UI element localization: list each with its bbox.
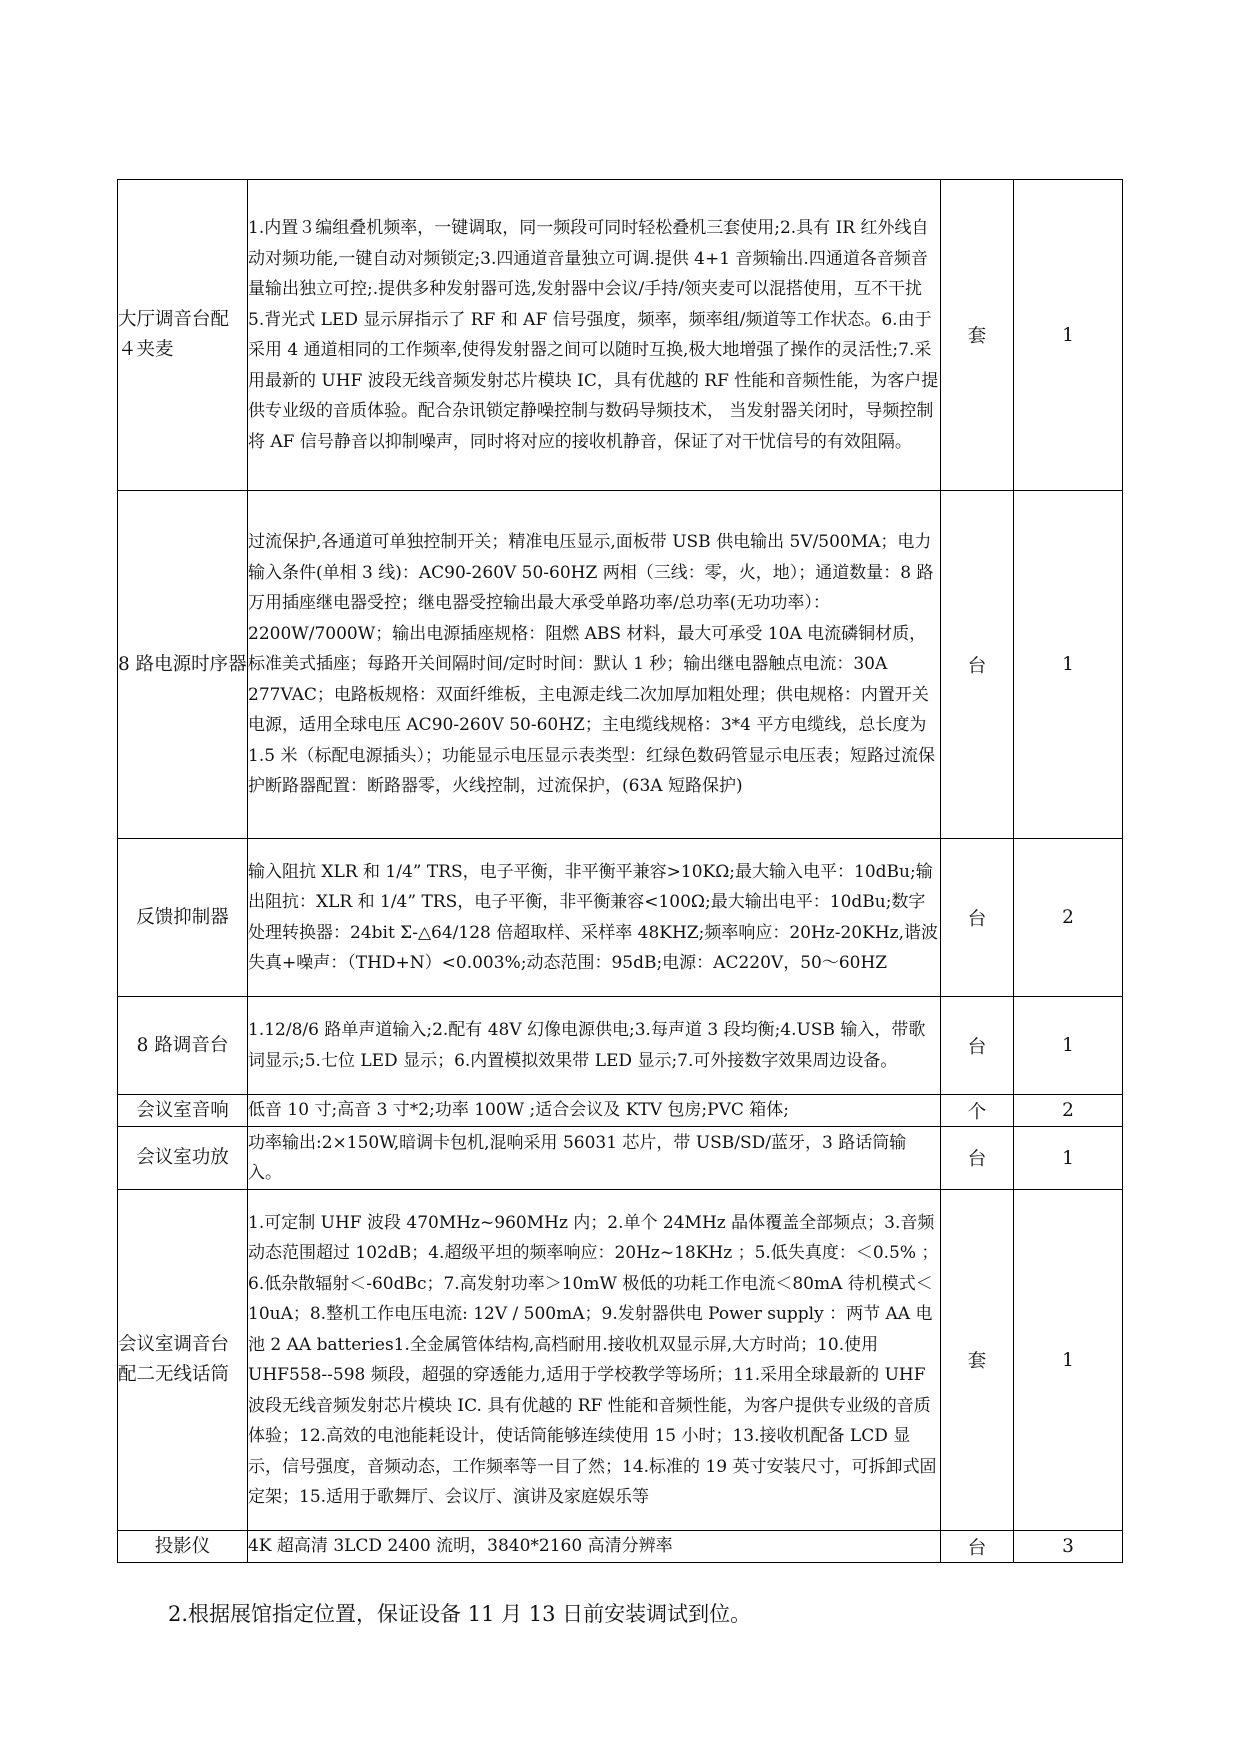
item-quantity: 1 [1014, 1190, 1123, 1531]
table-row [118, 1531, 1123, 1563]
item-quantity: 3 [1014, 1531, 1123, 1563]
item-unit: 套 [941, 180, 1014, 491]
item-name: 反馈抑制器 [118, 839, 248, 997]
item-name: 大厅调音台配４夹麦 [118, 180, 248, 491]
item-unit: 台 [941, 997, 1014, 1095]
item-quantity: 2 [1014, 1095, 1123, 1127]
equipment-spec-table [117, 179, 1123, 1563]
item-unit: 个 [941, 1095, 1014, 1127]
item-description: 输入阻抗 XLR 和 1/4” TRS，电子平衡，非平衡平兼容>10KΩ;最大输入电平：10dBu;输出阻抗：XLR 和 1/4” TRS，电子平衡，非平衡兼容<100Ω;最大输出电平：10dBu;数字处理转换器：24bit Σ-△64/128 倍超取样、采样率 48KHZ;频率响应：20Hz-20KHz,谐波失真+噪声：（THD+N）<0.003%;动态范围：95dB;电源：AC220V，50～60HZ [248, 839, 941, 997]
item-quantity: 1 [1014, 180, 1123, 491]
item-description: 1.12/8/6 路单声道输入;2.配有 48V 幻像电源供电;3.每声道 3 段均衡;4.USB 输入，带歌词显示;5.七位 LED 显示；6.内置模拟效果带 LED 显示;7.可外接数字效果周边设备。 [248, 997, 941, 1095]
table-row [118, 1095, 1123, 1127]
item-description: 1.内置３编组叠机频率，一键调取，同一频段可同时轻松叠机三套使用;2.具有 IR 红外线自动对频功能,一键自动对频锁定;3.四通道音量独立可调.提供 4+1 音频输出.四通道各音频音量输出独立可控;.提供多种发射器可选,发射器中会议/手持/领夹麦可以混搭使用，互不干扰 5.背光式 LED 显示屏指示了 RF 和 AF 信号强度，频率，频率组/频道等工作状态。6.由于采用 4 通道相同的工作频率,使得发射器之间可以随时互换,极大地增强了操作的灵活性;7.采用最新的 UHF 波段无线音频发射芯片模块 IC，具有优越的 RF 性能和音频性能，为客户提供专业级的音质体验。配合杂讯锁定静噪控制与数码导频技术， 当发射器关闭时，导频控制将 AF 信号静音以抑制噪声，同时将对应的接收机静音，保证了对干忧信号的有效阻隔。 [248, 180, 941, 491]
item-description: 过流保护,各通道可单独控制开关；精准电压显示,面板带 USB 供电输出 5V/500MA；电力输入条件(单相 3 线)：AC90-260V 50-60HZ 两相（三线：零，火，地）；通道数量：8 路万用插座继电器受控；继电器受控输出最大承受单路功率/总功率(无功功率）：2200W/7000W；输出电源插座规格：阻燃 ABS 材料，最大可承受 10A 电流磷铜材质，标准美式插座；每路开关间隔时间/定时时间：默认 1 秒；输出继电器触点电流：30A 277VAC；电路板规格：双面纤维板，主电源走线二次加厚加粗处理；供电规格：内置开关电源，适用全球电压 AC90-260V 50-60HZ；主电缆线规格：3*4 平方电缆线，总长度为 1.5 米（标配电源插头）；功能显示电压显示表类型：红绿色数码管显示电压表；短路过流保护断路器配置：断路器零，火线控制，过流保护，(63A 短路保护) [248, 491, 941, 839]
table-row [118, 1190, 1123, 1531]
item-unit: 台 [941, 491, 1014, 839]
item-name: 会议室调音台配二无线话筒 [118, 1190, 248, 1531]
item-quantity: 2 [1014, 839, 1123, 997]
item-name: 投影仪 [118, 1531, 248, 1563]
table-row [118, 1127, 1123, 1190]
item-description: 低音 10 寸;高音 3 寸*2;功率 100W ;适合会议及 KTV 包房;PVC 箱体; [248, 1095, 941, 1127]
table-row [118, 491, 1123, 839]
item-name: 会议室音响 [118, 1095, 248, 1127]
table-row [118, 180, 1123, 491]
item-name: 会议室功放 [118, 1127, 248, 1190]
item-description: 4K 超高清 3LCD 2400 流明，3840*2160 高清分辨率 [248, 1531, 941, 1563]
item-description: 1.可定制 UHF 波段 470MHz~960MHz 内；2.单个 24MHz 晶体覆盖全部频点；3.音频动态范围超过 102dB；4.超级平坦的频率响应：20Hz~18KHz ；5.低失真度：＜0.5% ；6.低杂散辐射＜-60dBc；7.高发射功率＞10mW 极低的功耗工作电流＜80mA 待机模式＜10uA；8.整机工作电压电流: 12V / 500mA；9.发射器供电 Power supply ：两节 AA 电池 2 AA batteries1.全金属管体结构,高档耐用.接收机双显示屏,大方时尚；10.使用 UHF558--598 频段，超强的穿透能力,适用于学校教学等场所；11.采用全球最新的 UHF 波段无线音频发射芯片模块 IC. 具有优越的 RF 性能和音频性能，为客户提供专业级的音质体验；12.高效的电池能耗设计，使话筒能够连续使用 15 小时；13.接收机配备 LCD 显示，信号强度，音频动态，工作频率等一目了然；14.标准的 19 英寸安装尺寸，可拆卸式固定架；15.适用于歌舞厅、会议厅、演讲及家庭娱乐等 [248, 1190, 941, 1531]
item-unit: 台 [941, 839, 1014, 997]
item-description: 功率输出:2×150W,暗调卡包机,混响采用 56031 芯片，带 USB/SD/蓝牙，3 路话筒输入。 [248, 1127, 941, 1190]
item-unit: 台 [941, 1127, 1014, 1190]
item-name: 8 路调音台 [118, 997, 248, 1095]
item-quantity: 1 [1014, 491, 1123, 839]
item-unit: 台 [941, 1531, 1014, 1563]
table-row [118, 997, 1123, 1095]
table-row [118, 839, 1123, 997]
item-quantity: 1 [1014, 1127, 1123, 1190]
item-unit: 套 [941, 1190, 1014, 1531]
item-quantity: 1 [1014, 997, 1123, 1095]
item-name: 8 路电源时序器 [118, 491, 248, 839]
installation-note: 2.根据展馆指定位置，保证设备 11 月 13 日前安装调试到位。 [168, 1602, 752, 1626]
